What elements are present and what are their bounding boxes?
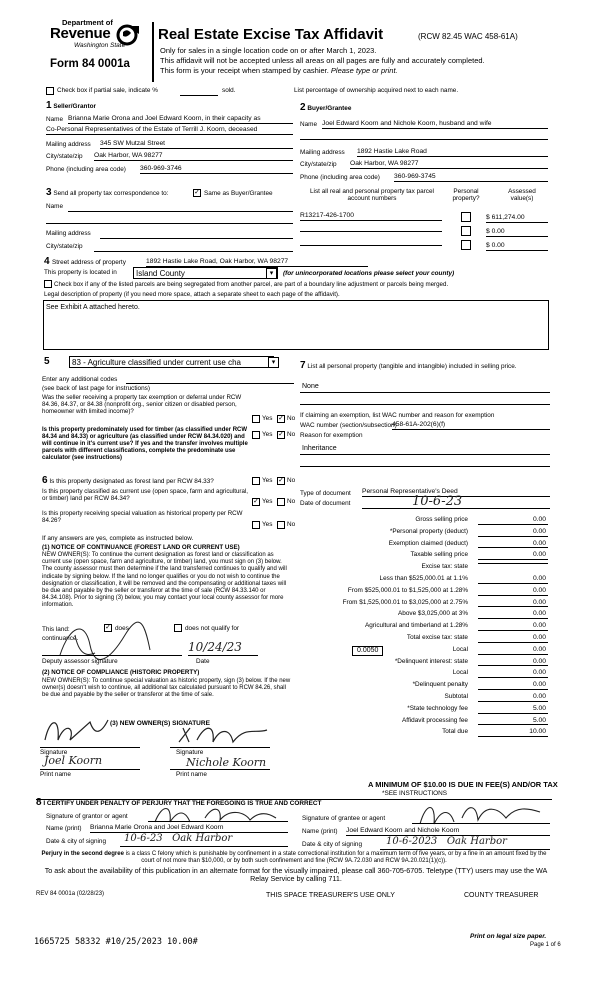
seller-phone-field[interactable]: 360-969-3746 bbox=[140, 165, 293, 174]
tax-row-label: From $525,000.01 to $1,525,000 at 1.28% bbox=[347, 586, 468, 594]
see-instructions-note: *SEE INSTRUCTIONS bbox=[382, 790, 447, 797]
grantor-name-field[interactable]: Brianna Marie Orona and Joel Edward Koorn bbox=[90, 824, 288, 833]
local-label: Local bbox=[452, 645, 468, 653]
wac-field[interactable]: 458-61A-202(6)(f) bbox=[392, 421, 550, 430]
notice1-title: (1) NOTICE OF CONTINUANCE (FOREST LAND OR CURRENT USE) bbox=[42, 544, 240, 551]
sec5-q2-no-checkbox[interactable]: ✓ bbox=[278, 431, 284, 438]
deputy-sig-label: Deputy assessor signature bbox=[42, 658, 118, 665]
sec7-heading bbox=[300, 360, 550, 372]
legal-desc-box[interactable] bbox=[43, 300, 549, 350]
owner1-signature-icon bbox=[40, 712, 110, 748]
sec5-q1-yes: Yes bbox=[262, 415, 273, 422]
this-land-label: This land: bbox=[42, 626, 70, 633]
tax-row-label: Affidavit processing fee bbox=[402, 716, 468, 724]
grantee-name-field[interactable]: Joel Edward Koorn and Nichole Koorn bbox=[346, 827, 550, 836]
tax-row-value[interactable]: 0.00 bbox=[478, 540, 548, 549]
perjury-text: is a class C felony which is punishable by confinement in a state correctional institution for a maximum term of five years, or by a fine in an amount fixed by the court of not more than $10,000, or by both such confinement and fine (RCW 9A.72.030 and RCW 9A.20.021(1)(c)). bbox=[125, 851, 547, 864]
tax-row-label: Exemption claimed (deduct) bbox=[388, 539, 468, 547]
owner1-print-line bbox=[40, 769, 140, 770]
tax-row-label: Above $3,025,000 at 3% bbox=[398, 610, 468, 618]
reason-line2 bbox=[300, 466, 550, 467]
notice2-body: NEW OWNER(S): To continue special valuation as historic property, sign (3) below. If the new owner(s) doesn't wish to continue, all additional tax calculated pursuant to RCW 84.26, shall be due and payable by the seller or transferor at the time of sale. bbox=[42, 678, 291, 699]
tax-row-value[interactable]: 0.00 bbox=[478, 681, 548, 690]
buyer-city-field[interactable]: Oak Harbor, WA 98277 bbox=[350, 160, 548, 169]
sec7-line2 bbox=[300, 404, 550, 405]
sec5-q1-no: No bbox=[287, 415, 296, 422]
header-line3a: This form is your receipt when stamped by cashier. bbox=[160, 66, 329, 75]
reason-label: Reason for exemption bbox=[300, 432, 363, 439]
sec6-q2-yes: Yes bbox=[262, 498, 273, 505]
form-number: Form 84 0001a bbox=[50, 58, 130, 70]
seller-heading bbox=[46, 100, 96, 112]
grantee-sig-line bbox=[412, 823, 550, 824]
reason-line1 bbox=[300, 454, 550, 455]
located-in-label: This property is located in bbox=[44, 269, 117, 276]
tax-row-label: Gross selling price bbox=[415, 516, 468, 523]
page-number: Page 1 of 6 bbox=[530, 942, 561, 948]
notice2-title: (2) NOTICE OF COMPLIANCE (HISTORIC PROPERTY) bbox=[42, 669, 200, 676]
grantee-signature-icon bbox=[416, 798, 546, 830]
local-value[interactable]: 0.00 bbox=[478, 646, 548, 655]
new-owner-sig-title: (3) NEW OWNER(S) SIGNATURE bbox=[110, 720, 210, 727]
additional-codes-label: Enter any additional codes bbox=[42, 376, 118, 383]
buyer-num: 2 bbox=[300, 102, 306, 113]
grantee-date-label: Date & city of signing bbox=[302, 841, 363, 848]
grantor-sig-label: Signature of grantor or agent bbox=[46, 813, 128, 820]
tax-row-label: *State technology fee bbox=[407, 704, 468, 712]
grantor-date-line bbox=[120, 846, 288, 847]
sec3-mail-line bbox=[100, 238, 293, 239]
reason-value[interactable]: Inheritance bbox=[302, 445, 337, 452]
sec4-num: 4 bbox=[44, 256, 50, 267]
assessor-date-label: Date bbox=[196, 658, 210, 665]
buyer-heading bbox=[300, 102, 351, 114]
sec6-q1-yes: Yes bbox=[262, 477, 273, 484]
owner1-sig-line bbox=[40, 747, 140, 748]
assessed-value-1[interactable]: $ 611,274.00 bbox=[486, 214, 548, 223]
land-use-dropdown-icon[interactable]: ▾ bbox=[268, 357, 279, 368]
sec5-q2-yes: Yes bbox=[262, 431, 273, 438]
seller-mail-label: Mailing address bbox=[46, 141, 91, 148]
seller-name-label: Name bbox=[46, 116, 64, 123]
partial-pct-line bbox=[180, 95, 218, 96]
tax-row-label: *Personal property (deduct) bbox=[389, 527, 468, 535]
tax-row-value[interactable]: 0.00 bbox=[478, 575, 548, 584]
assessor-date-line bbox=[188, 655, 258, 656]
sec3-city-line bbox=[94, 251, 293, 252]
doc-type-label: Type of document bbox=[300, 490, 351, 497]
owner2-print-label: Print name bbox=[176, 771, 207, 778]
notice1-body: NEW OWNER(S): To continue the current designation as forest land or classification as current use (open space, farm and agriculture, or timber) land, you must sign on (3) below. The county assessor must then determine if the land transferred continues to qualify and will indicate by signing below. If the land no longer qualifies or you do not wish to continue the designation or classification, it will be removed and the compensating or additional taxes will be due and payable by the seller or transferor at the time of sale (RCW 84.33.140 or 84.34.108). Prior to signing (3) below, you may contact your local county assessor for more information. bbox=[42, 552, 287, 609]
assessed-value-2[interactable]: $ 0.00 bbox=[486, 228, 548, 237]
tax-row-value[interactable]: 5.00 bbox=[478, 705, 548, 714]
exemption-label: If claiming an exemption, list WAC number and reason for exemption bbox=[300, 412, 495, 419]
tax-row-label: Local bbox=[452, 669, 468, 677]
grantee-date-field[interactable]: 10-6-2023 Oak Harbor bbox=[386, 836, 507, 847]
seller-label: Seller/Grantor bbox=[53, 103, 96, 110]
assessor-date[interactable]: 10/24/23 bbox=[188, 640, 242, 654]
owner2-sig-label: Signature bbox=[176, 749, 204, 756]
personal-property-value[interactable]: None bbox=[302, 383, 319, 390]
seller-name-line1[interactable]: Brianna Marie Orona and Joel Edward Koorn, in their capacity as bbox=[68, 115, 293, 124]
grantee-sig-label: Signature of grantee or agent bbox=[302, 815, 386, 822]
tax-table bbox=[290, 516, 548, 786]
sec8-num: 8 bbox=[36, 797, 42, 808]
assessed-col-header: Assessed value(s) bbox=[508, 188, 536, 203]
county-select[interactable]: Island County bbox=[133, 267, 278, 279]
sec7-line1 bbox=[300, 392, 550, 393]
tax-row-value[interactable]: 0.00 bbox=[478, 693, 548, 702]
buyer-name-label: Name bbox=[300, 121, 318, 128]
rev-number: REV 84 0001a (02/28/23) bbox=[36, 891, 105, 897]
tax-row-value[interactable]: 10.00 bbox=[478, 728, 548, 737]
sec6-heading bbox=[42, 475, 214, 487]
tax-row-label: From $1,525,000.01 to $3,025,000 at 2.75% bbox=[342, 598, 468, 606]
same-as-buyer-label: Same as Buyer/Grantee bbox=[204, 190, 273, 197]
minimum-due-note: A MINIMUM OF $10.00 IS DUE IN FEE(S) AND/OR TAX bbox=[368, 780, 558, 789]
sec7-label: List all personal property (tangible and intangible) included in selling price. bbox=[307, 363, 517, 370]
tax-row-value[interactable]: 0.00 bbox=[478, 551, 548, 560]
doc-date-label: Date of document bbox=[300, 500, 351, 507]
tax-row-label: Total excise tax: state bbox=[406, 634, 468, 641]
seller-mail-field[interactable]: 345 SW Mutzal Street bbox=[100, 140, 293, 149]
sec5-q2: Is this property predominately used for timber (as classified under RCW 84.34 and 84.33) or agriculture (as classified under RCW 84.34.020) and will continue in it's current use? If yes and the transfer involves multiple parcels with different classifications, complete the predominate use calculator (see instructions) bbox=[42, 427, 248, 461]
tax-row-label: *Delinquent interest: state bbox=[394, 657, 468, 665]
buyer-phone-field[interactable]: 360-969-3745 bbox=[394, 173, 548, 182]
buyer-mail-field[interactable]: 1892 Hastie Lake Road bbox=[357, 148, 548, 157]
sec6-q1: Is this property designated as forest land per RCW 84.33? bbox=[49, 478, 214, 485]
sec3-label: Send all property tax correspondence to: bbox=[53, 190, 169, 197]
dept-line1: Department of bbox=[62, 18, 113, 27]
sec5-q2-yes-checkbox[interactable] bbox=[252, 431, 260, 439]
tax-row-value[interactable]: 0.00 bbox=[478, 622, 548, 631]
sec6-q1-yes-checkbox[interactable] bbox=[252, 477, 260, 485]
sec6-q2-yes-checkbox[interactable]: ✓ bbox=[253, 498, 259, 505]
parcel-line-2 bbox=[300, 231, 442, 232]
sec6-q3-yes-checkbox[interactable] bbox=[252, 521, 260, 529]
grantee-date-line bbox=[380, 849, 550, 850]
dept-line3: Washington State bbox=[74, 42, 126, 49]
county-treasurer: COUNTY TREASURER bbox=[464, 892, 539, 899]
additional-codes-line bbox=[126, 383, 294, 384]
parcel-line-3 bbox=[300, 245, 442, 246]
sec7-num: 7 bbox=[300, 360, 306, 371]
personal-checkbox-1[interactable] bbox=[461, 212, 471, 222]
tax-row-label: Subtotal bbox=[444, 693, 468, 700]
continuance-label: continuance. bbox=[42, 635, 79, 642]
doc-date-line bbox=[362, 508, 550, 509]
sec3-heading bbox=[46, 187, 168, 199]
tax-row-value[interactable] bbox=[478, 563, 548, 564]
tax-row-value[interactable]: 0.00 bbox=[478, 610, 548, 619]
segregated-checkbox[interactable] bbox=[44, 280, 52, 288]
sec5-q1-yes-checkbox[interactable] bbox=[252, 415, 260, 423]
personal-checkbox-2[interactable] bbox=[461, 226, 471, 236]
does-checkbox[interactable]: ✓ bbox=[105, 624, 111, 631]
seller-name-line2[interactable]: Co-Personal Representatives of the Estate of Terrill J. Koorn, deceased bbox=[46, 126, 293, 135]
seller-num: 1 bbox=[46, 100, 52, 111]
tax-row-label: Excise tax: state bbox=[421, 563, 468, 571]
tax-row-value[interactable]: 0.00 bbox=[478, 599, 548, 608]
sec8-cert: I CERTIFY UNDER PENALTY OF PERJURY THAT THE FOREGOING IS TRUE AND CORRECT bbox=[43, 800, 322, 807]
tax-row-label: Total due bbox=[442, 728, 468, 736]
owner2-print-name[interactable]: Nichole Koorn bbox=[186, 756, 267, 769]
seller-city-field[interactable]: Oak Harbor, WA 98277 bbox=[94, 152, 293, 161]
perjury-bold: Perjury in the second degree bbox=[41, 851, 124, 857]
does-not-label: does not qualify for bbox=[185, 625, 239, 632]
tax-row-label: Less than $525,000.01 at 1.1% bbox=[379, 575, 468, 582]
does-not-checkbox[interactable] bbox=[174, 624, 182, 632]
wac-label: WAC number (section/subsection) bbox=[300, 422, 397, 429]
parcel-field-1[interactable]: R13217-426-1700 bbox=[300, 212, 442, 221]
legal-desc-label: Legal description of property (if you need more space, attach a separate sheet to each page of the affidavit). bbox=[44, 291, 340, 298]
owner2-signature-icon bbox=[175, 720, 270, 750]
personal-col-header: Personal property? bbox=[452, 188, 480, 203]
unincorporated-note: (for unincorporated locations please select your county) bbox=[283, 270, 455, 277]
tax-row-value[interactable]: 0.00 bbox=[478, 634, 548, 643]
header-line2: This affidavit will not be accepted unless all areas on all pages are fully and accurately completed. bbox=[160, 56, 485, 65]
see-back-label: (see back of last page for instructions) bbox=[42, 385, 150, 392]
same-as-buyer-checkbox[interactable]: ✓ bbox=[194, 189, 200, 196]
header-line3b: Please type or print. bbox=[330, 66, 398, 75]
sec5-num: 5 bbox=[44, 356, 50, 367]
form-title: Real Estate Excise Tax Affidavit bbox=[158, 26, 384, 43]
sec6-q3-yes: Yes bbox=[262, 521, 273, 528]
sec6-q2-no: No bbox=[287, 498, 296, 505]
personal-checkbox-3[interactable] bbox=[461, 240, 471, 250]
header-line3 bbox=[160, 67, 398, 76]
legal-paper-note: Print on legal size paper. bbox=[470, 933, 547, 940]
sec3-name-line bbox=[68, 211, 293, 212]
tax-row-label: Taxable selling price bbox=[410, 551, 468, 559]
deputy-sig-line bbox=[42, 655, 182, 656]
partial-sale-checkbox[interactable] bbox=[46, 87, 54, 95]
tax-row-value[interactable]: 0.00 bbox=[478, 658, 548, 667]
buyer-name-line2 bbox=[300, 139, 548, 140]
seller-city-label: City/state/zip bbox=[46, 153, 83, 160]
sec5-q2-no: No bbox=[287, 431, 296, 438]
assessed-value-3[interactable]: $ 0.00 bbox=[486, 242, 548, 251]
sec3-name-label: Name bbox=[46, 203, 64, 210]
sec3-mail-label: Mailing address bbox=[46, 230, 91, 237]
form-rcw: (RCW 82.45 WAC 458-61A) bbox=[418, 32, 518, 41]
grantor-date-field[interactable]: 10-6-23 Oak Harbor bbox=[124, 833, 233, 844]
ada-notice: To ask about the availability of this publication in an alternate format for the visually impaired, please call 360-705-6705. Teletype (TTY) users may use the WA Relay Service by calling 711. bbox=[44, 866, 548, 884]
sec5-q1: Was the seller receiving a property tax exemption or deferral under RCW 84.36, 84.37, or 84.38 (nonprofit org., senior citizen or disabled person, homeowner with limited income)? bbox=[42, 394, 242, 416]
sec6-q1-no-checkbox[interactable]: ✓ bbox=[278, 477, 284, 484]
list-pct-label: List percentage of ownership acquired next to each name. bbox=[294, 87, 459, 94]
washington-logo-icon bbox=[115, 24, 141, 46]
header-line1: Only for sales in a single location code on or after March 1, 2023. bbox=[160, 46, 377, 55]
if-yes-note: If any answers are yes, complete as instructed below. bbox=[42, 535, 194, 542]
does-label: does bbox=[115, 625, 129, 632]
sec3-city-label: City/state/zip bbox=[46, 243, 83, 250]
sec6-q3: Is this property receiving special valuation as historical property per RCW 84.26? bbox=[42, 510, 243, 525]
county-dropdown-icon[interactable]: ▾ bbox=[266, 268, 277, 279]
partial-sold: sold. bbox=[222, 87, 236, 94]
buyer-city-label: City/state/zip bbox=[300, 161, 337, 168]
grantee-name-label: Name (print) bbox=[302, 828, 338, 835]
doc-type-field[interactable]: Personal Representative's Deed bbox=[362, 488, 550, 497]
land-use-code-select[interactable]: 83 - Agriculture classified under current use cha bbox=[69, 356, 274, 368]
treasurer-use: THIS SPACE TREASURER'S USE ONLY bbox=[266, 892, 395, 899]
legal-desc-text: See Exhibit A attached hereto. bbox=[46, 304, 140, 311]
grantor-sig-line bbox=[148, 821, 288, 822]
buyer-label: Buyer/Grantee bbox=[307, 105, 352, 112]
sec3-num: 3 bbox=[46, 187, 52, 198]
sec3-name-line2 bbox=[46, 223, 293, 224]
sec6-q2-no-checkbox[interactable] bbox=[277, 498, 285, 506]
seller-phone-label: Phone (including area code) bbox=[46, 166, 126, 173]
buyer-name-field[interactable]: Joel Edward Koorn and Nichole Koorn, husband and wife bbox=[322, 120, 548, 129]
segregated-label: Check box if any of the listed parcels are being segregated from another parcel, are part of a boundary line adjustment or parcels being merged. bbox=[54, 281, 449, 288]
dept-line2: Revenue bbox=[50, 25, 111, 42]
parcel-col-header: List all real and personal property tax parcel account numbers bbox=[310, 188, 434, 203]
sec6-q1-no: No bbox=[287, 477, 296, 484]
header-divider bbox=[152, 22, 154, 82]
street-address-field[interactable]: 1892 Hastie Lake Road, Oak Harbor, WA 98277 bbox=[146, 258, 368, 267]
partial-sale-label: Check box if partial sale, indicate % bbox=[57, 87, 158, 94]
recording-stamp: 1665725 58332 #10/25/2023 10.00# bbox=[34, 937, 198, 947]
owner1-sig-label: Signature bbox=[40, 749, 68, 756]
tax-row-value[interactable]: 0.00 bbox=[478, 587, 548, 596]
grantor-date-label: Date & city of signing bbox=[46, 838, 107, 845]
owner1-print-label: Print name bbox=[40, 771, 71, 778]
perjury-notice bbox=[36, 851, 552, 865]
sec6-q3-no: No bbox=[287, 521, 296, 528]
owner2-sig-line bbox=[170, 747, 270, 748]
sec5-q1-no-checkbox[interactable]: ✓ bbox=[278, 415, 284, 422]
tax-row-value[interactable]: 5.00 bbox=[478, 717, 548, 726]
grantor-name-label: Name (print) bbox=[46, 825, 82, 832]
tax-row-value[interactable]: 0.00 bbox=[478, 516, 548, 525]
owner1-print-name[interactable]: Joel Koorn bbox=[44, 754, 103, 767]
buyer-mail-label: Mailing address bbox=[300, 149, 345, 156]
doc-date-field[interactable]: 10-6-23 bbox=[412, 494, 463, 509]
sec6-q3-no-checkbox[interactable] bbox=[277, 521, 285, 529]
sec6-num: 6 bbox=[42, 475, 48, 486]
tax-row-label: Agricultural and timberland at 1.28% bbox=[364, 622, 468, 630]
tax-row-value[interactable]: 0.00 bbox=[478, 669, 548, 678]
street-address-label: Street address of property bbox=[52, 259, 126, 266]
tax-row-value[interactable]: 0.00 bbox=[478, 528, 548, 537]
local-rate[interactable]: 0.0050 bbox=[352, 646, 383, 656]
sec6-q2: Is this property classified as current use (open space, farm and agricultural, or timber) land per RCW 84.34? bbox=[42, 488, 249, 503]
revenue-logo bbox=[46, 16, 142, 64]
tax-row-label: *Delinquent penalty bbox=[412, 681, 468, 689]
owner2-print-line bbox=[170, 769, 270, 770]
buyer-phone-label: Phone (including area code) bbox=[300, 174, 380, 181]
